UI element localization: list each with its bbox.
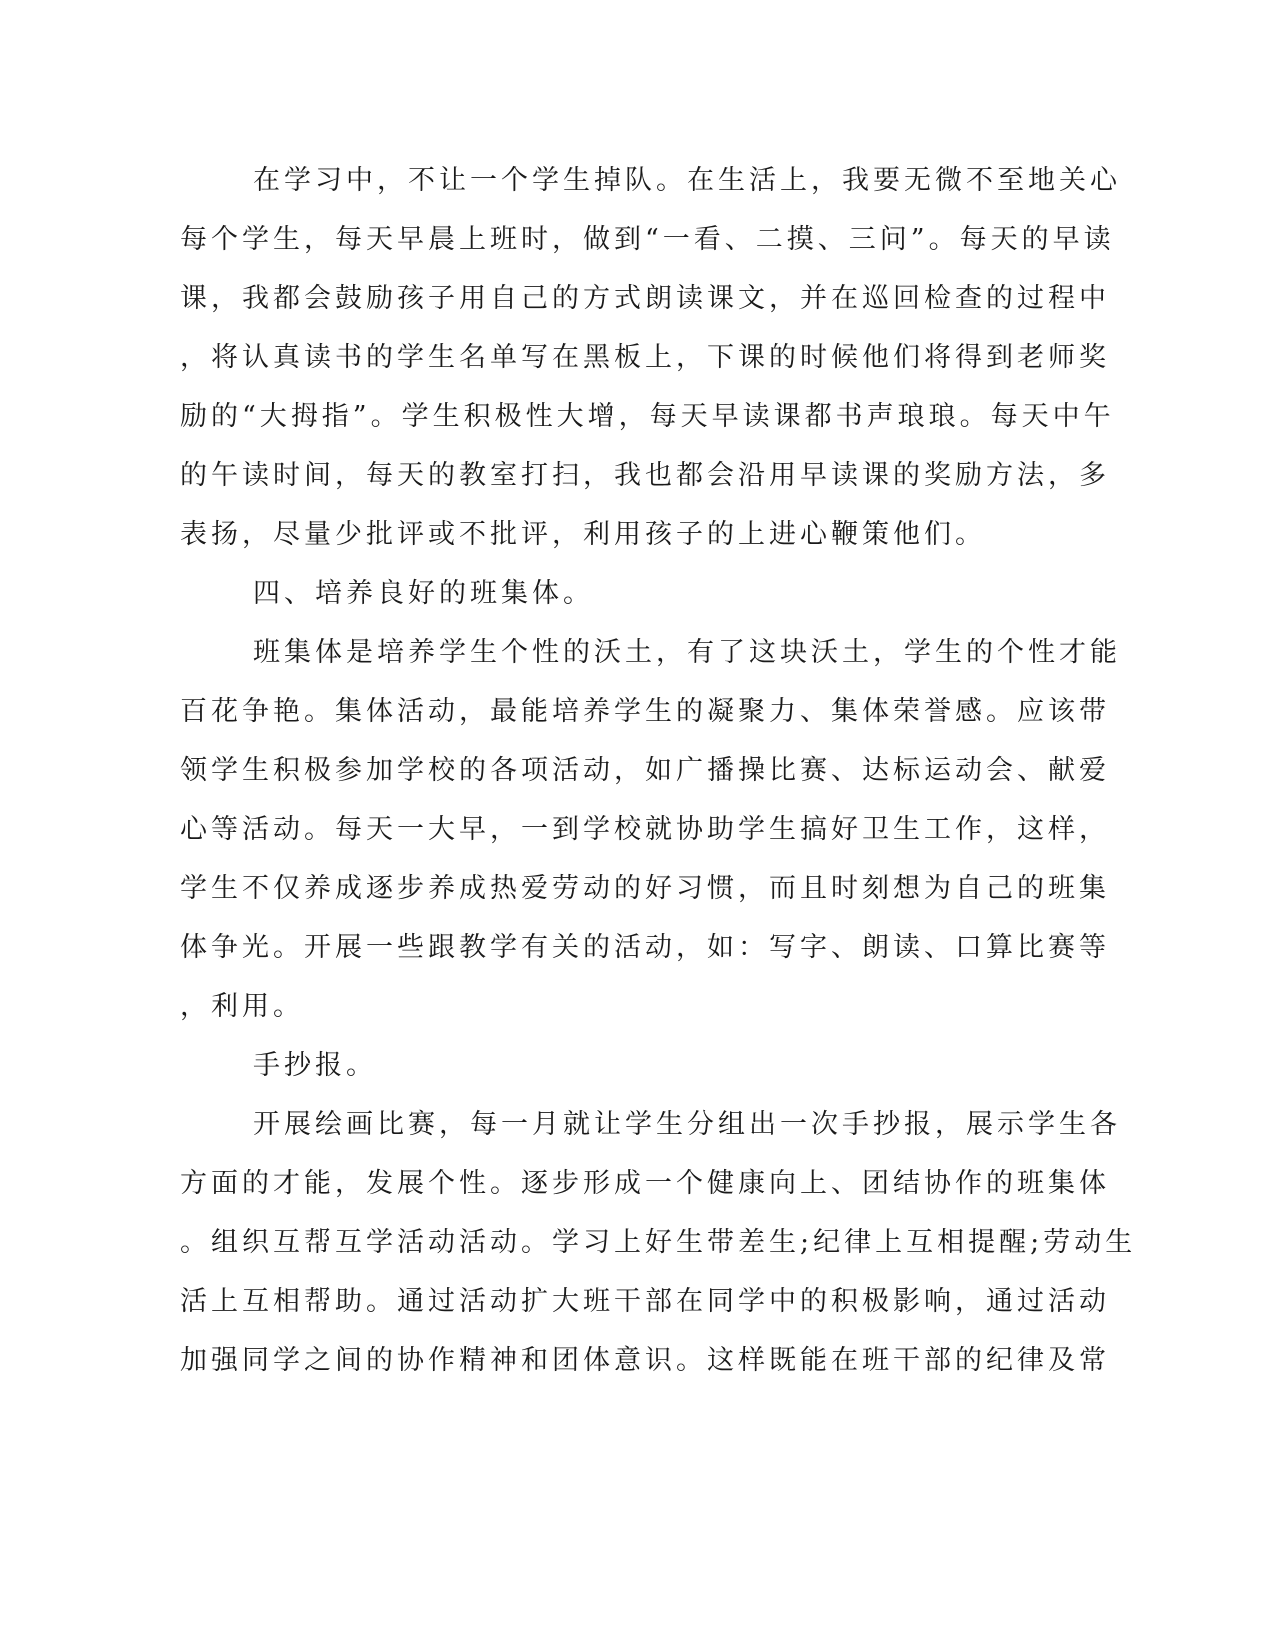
text-line: 励的“大拇指”。学生积极性大增，每天早读课都书声琅琅。每天中午 xyxy=(180,401,1115,432)
section-heading: 手抄报。 xyxy=(253,1050,377,1081)
text-line: 班集体是培养学生个性的沃土，有了这块沃土，学生的个性才能 xyxy=(253,637,1121,668)
text-line: 课，我都会鼓励孩子用自己的方式朗读课文，并在巡回检查的过程中 xyxy=(180,283,1110,314)
text-line: 在学习中，不让一个学生掉队。在生活上，我要无微不至地关心 xyxy=(253,165,1121,196)
text-line: 加强同学之间的协作精神和团体意识。这样既能在班干部的纪律及常 xyxy=(180,1345,1110,1376)
section-heading: 四、培养良好的班集体。 xyxy=(253,578,594,609)
text-line: 每个学生，每天早晨上班时，做到“一看、二摸、三问”。每天的早读 xyxy=(180,224,1115,255)
text-line: 方面的才能，发展个性。逐步形成一个健康向上、团结协作的班集体 xyxy=(180,1168,1110,1199)
text-line: 领学生积极参加学校的各项活动，如广播操比赛、达标运动会、献爱 xyxy=(180,755,1110,786)
text-line: 的午读时间，每天的教室打扫，我也都会沿用早读课的奖励方法，多 xyxy=(180,460,1110,491)
text-line: 学生不仅养成逐步养成热爱劳动的好习惯，而且时刻想为自己的班集 xyxy=(180,873,1110,904)
text-line: 体争光。开展一些跟教学有关的活动，如：写字、朗读、口算比赛等 xyxy=(180,932,1110,963)
text-line: 开展绘画比赛，每一月就让学生分组出一次手抄报，展示学生各 xyxy=(253,1109,1121,1140)
text-line: 活上互相帮助。通过活动扩大班干部在同学中的积极影响，通过活动 xyxy=(180,1286,1110,1317)
text-line: ，将认真读书的学生名单写在黑板上，下课的时候他们将得到老师奖 xyxy=(180,342,1110,373)
text-line: 百花争艳。集体活动，最能培养学生的凝聚力、集体荣誉感。应该带 xyxy=(180,696,1110,727)
text-line: 表扬，尽量少批评或不批评，利用孩子的上进心鞭策他们。 xyxy=(180,519,986,550)
text-line: 心等活动。每天一大早，一到学校就协助学生搞好卫生工作，这样， xyxy=(180,814,1110,845)
text-line: ，利用。 xyxy=(180,991,304,1022)
text-line: 。组织互帮互学活动活动。学习上好生带差生;纪律上互相提醒;劳动生 xyxy=(180,1227,1137,1258)
